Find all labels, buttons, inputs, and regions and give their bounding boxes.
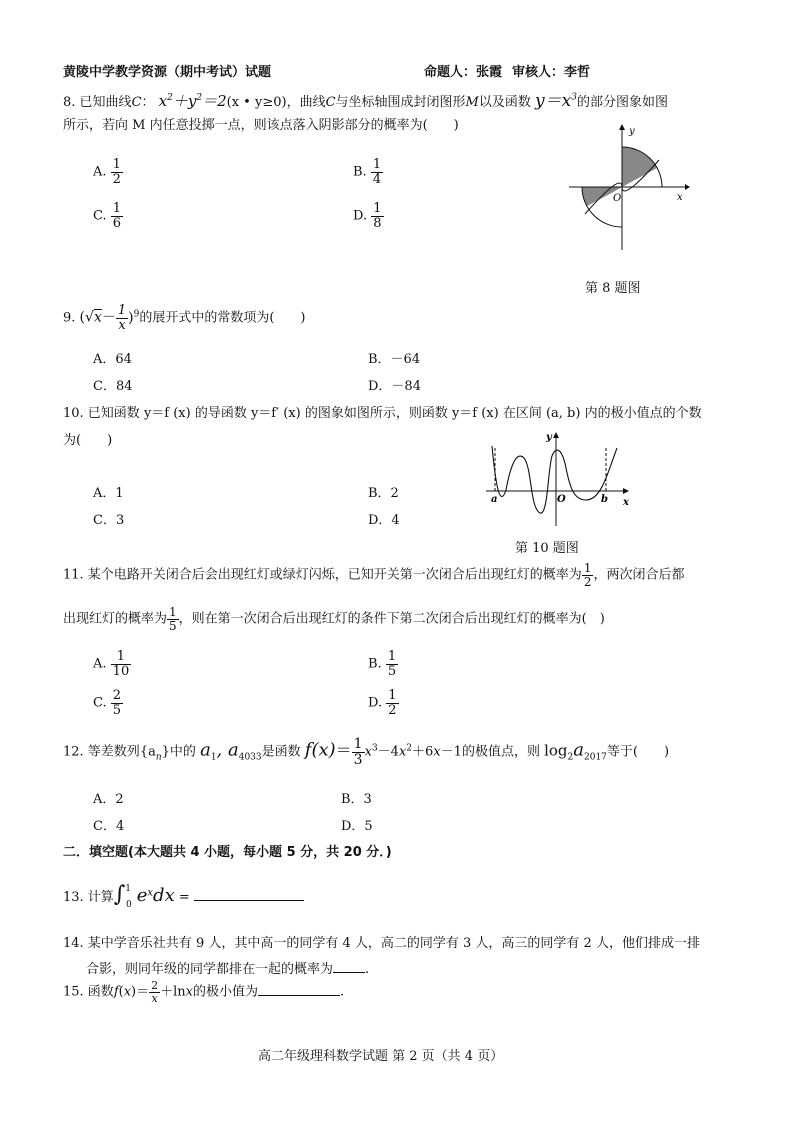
q10-fig-x-label: x xyxy=(623,497,629,508)
q10-fig-y-label: y xyxy=(546,432,552,443)
q12-option-a: A．2 xyxy=(93,792,124,807)
q10-option-b: B．2 xyxy=(368,486,399,501)
q13-line: 13. 计算∫$^1_0$ $e^xdx$ = xyxy=(63,882,304,907)
q11-option-b: B. $\frac{1}{5}$ xyxy=(368,649,397,679)
q8-option-c: C. $\frac{1}{6}$ xyxy=(93,201,122,231)
q10-line2: 为( ) xyxy=(63,433,113,448)
q10-line1: 10. 已知函数 y＝f (x) 的导函数 y＝f′ (x) 的图象如图所示，则函数 y＝f (x) 在区间 (a, b) 内的极小值点的个数 xyxy=(63,406,702,421)
page-footer: 高二年级理科数学试题 第 2 页（共 4 页） xyxy=(258,1049,504,1064)
q8-option-a: A. $\frac{1}{2}$ xyxy=(93,157,121,187)
q10-option-a: A．1 xyxy=(93,486,124,501)
q9-option-a: A．64 xyxy=(93,352,132,367)
q10-figure xyxy=(482,428,632,528)
q10-fig-b-label: b xyxy=(601,494,608,505)
q10-fig-a-label: a xyxy=(491,494,498,505)
q10-option-d: D．4 xyxy=(368,513,400,528)
q9-option-b: B．－64 xyxy=(368,352,421,367)
q12-option-d: D．5 xyxy=(341,819,373,834)
q11-option-d: D. $\frac{1}{2}$ xyxy=(368,688,397,718)
q8-line1: 8. 已知曲线C： $x^2+y^2=2(x$ • y≥0)，曲线C与坐标轴围成封闭图形M以及函数 $y=x^3$的部分图象如图 xyxy=(63,91,668,111)
q15-answer-blank[interactable] xyxy=(258,995,340,996)
q13-answer-blank[interactable] xyxy=(194,900,304,901)
q15-line: 15. 函数f(x)＝ $\frac{2}{x}$ ＋lnx的极小值为 . xyxy=(63,979,345,1005)
q11-option-c: C. $\frac{2}{5}$ xyxy=(93,688,122,718)
q11-option-a: A. $\frac{1}{10}$ xyxy=(93,649,130,679)
q14-line2: 合影，则同年级的同学都排在一起的概率为 . xyxy=(86,962,370,977)
q9-line: 9. (√x－ $\frac{1}{x}$ )$^9$的展开式中的常数项为( ) xyxy=(63,303,306,333)
section-fill-in-title: 二．填空题(本大题共 4 小题，每小题 5 分，共 20 分．) xyxy=(63,845,392,860)
q10-option-c: C．3 xyxy=(93,513,125,528)
q14-line1: 14. 某中学音乐社共有 9 人，其中高一的同学有 4 人，高二的同学有 3 人，高三的同学有 2 人，他们排成一排 xyxy=(63,936,700,951)
header-title: 黄陵中学教学资源（期中考试）试题 xyxy=(63,65,272,80)
q8-fig-origin: O xyxy=(613,193,622,204)
q8-line2: 所示，若向 M 内任意投掷一点，则该点落入阴影部分的概率为( ) xyxy=(63,118,459,133)
q12-option-c: C．4 xyxy=(93,819,125,834)
q14-answer-blank[interactable] xyxy=(333,972,365,973)
q8-caption: 第 8 题图 xyxy=(585,281,641,296)
q8-fig-y-label: y xyxy=(629,126,635,137)
q12-option-b: B．3 xyxy=(341,792,372,807)
q10-fig-origin: O xyxy=(557,494,566,505)
q8-option-b: B. $\frac{1}{4}$ xyxy=(353,157,382,187)
header-setter: 命题人：张霞 xyxy=(424,65,503,80)
q12-line: 12. 等差数列$\{a_n\}$中的 $a_1$, $a_{4033}$是函数 f(x)＝ $\frac{1}{3}$ $x^3-4x^2+6x-1$的极值点，则 $\log_2a_{2017}$等于( ) xyxy=(63,736,670,768)
q11-line1: 11. 某个电路开关闭合后会出现红灯或绿灯闪烁，已知开关第一次闭合后出现红灯的概率为 $\frac{1}{2}$ ，两次闭合后都 xyxy=(63,561,685,589)
q8-option-d: D. $\frac{1}{8}$ xyxy=(353,201,382,231)
header-reviewer: 审核人：李哲 xyxy=(512,65,591,80)
q8-figure xyxy=(565,122,690,257)
q8-fig-x-label: x xyxy=(677,192,683,203)
q11-line2: 出现红灯的概率为 $\frac{1}{5}$ ，则在第一次闭合后出现红灯的条件下第二次闭合后出现红灯的概率为( ) xyxy=(63,605,605,633)
q10-caption: 第 10 题图 xyxy=(515,541,579,556)
q9-option-c: C．84 xyxy=(93,379,133,394)
q9-option-d: D．－84 xyxy=(368,379,421,394)
